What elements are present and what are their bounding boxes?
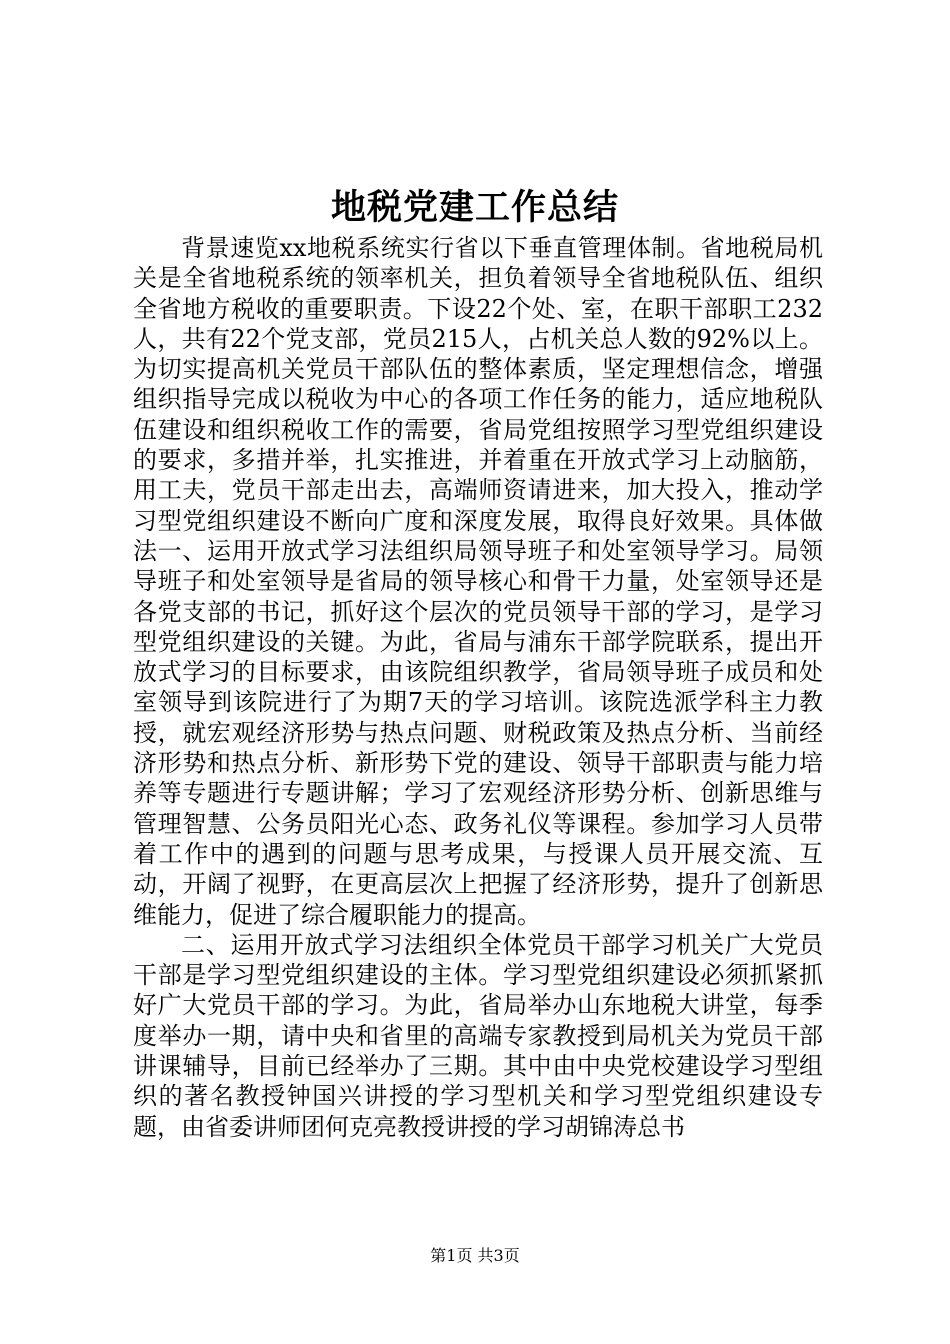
page-footer: 第1页 共3页 (430, 1246, 520, 1265)
paragraph-2: 二、运用开放式学习法组织全体党员干部学习机关广大党员干部是学习型党组织建设的主体。学习型党组织建设必须抓紧抓好广大党员干部的学习。为此，省局举办山东地税大讲堂，每季度举办一期，请中央和省里的高端专家教授到局机关为党员干部讲课辅导，目前已经举办了三期。其中由中央党校建设学习型组织的著名教授钟国兴讲授的学习型机关和学习型党组织建设专题，由省委讲师团何克亮教授讲授的学习胡锦涛总书 (133, 930, 823, 1141)
paragraph-1: 背景速览xx地税系统实行省以下垂直管理体制。省地税局机关是全省地税系统的领率机关，担负着领导全省地税队伍、组织全省地方税收的重要职责。下设22个处、室，在职干部职工232人，共有22个党支部，党员215人，占机关总人数的92%以上。为切实提高机关党员干部队伍的整体素质，坚定理想信念，增强组织指导完成以税收为中心的各项工作任务的能力，适应地税队伍建设和组织税收工作的需要，省局党组按照学习型党组织建设的要求，多措并举，扎实推进，并着重在开放式学习上动脑筋，用工夫，党员干部走出去，高端师资请进来，加大投入，推动学习型党组织建设不断向广度和深度发展，取得良好效果。具体做法一、运用开放式学习法组织局领导班子和处室领导学习。局领导班子和处室领导是省局的领导核心和骨干力量，处室领导还是各党支部的书记，抓好这个层次的党员领导干部的学习，是学习型党组织建设的关键。为此，省局与浦东干部学院联系，提出开放式学习的目标要求，由该院组织教学，省局领导班子成员和处室领导到该院进行了为期7天的学习培训。该院选派学科主力教授，就宏观经济形势与热点问题、财税政策及热点分析、当前经济形势和热点分析、新形势下党的建设、领导干部职责与能力培养等专题进行专题讲解；学习了宏观经济形势分析、创新思维与管理智慧、公务员阳光心态、政务礼仪等课程。参加学习人员带着工作中的遇到的问题与思考成果，与授课人员开展交流、互动，开阔了视野，在更高层次上把握了经济形势，提升了创新思维能力，促进了综合履职能力的提高。 (133, 234, 823, 929)
document-title: 地税党建工作总结 (330, 187, 619, 228)
document-body (133, 233, 823, 1142)
